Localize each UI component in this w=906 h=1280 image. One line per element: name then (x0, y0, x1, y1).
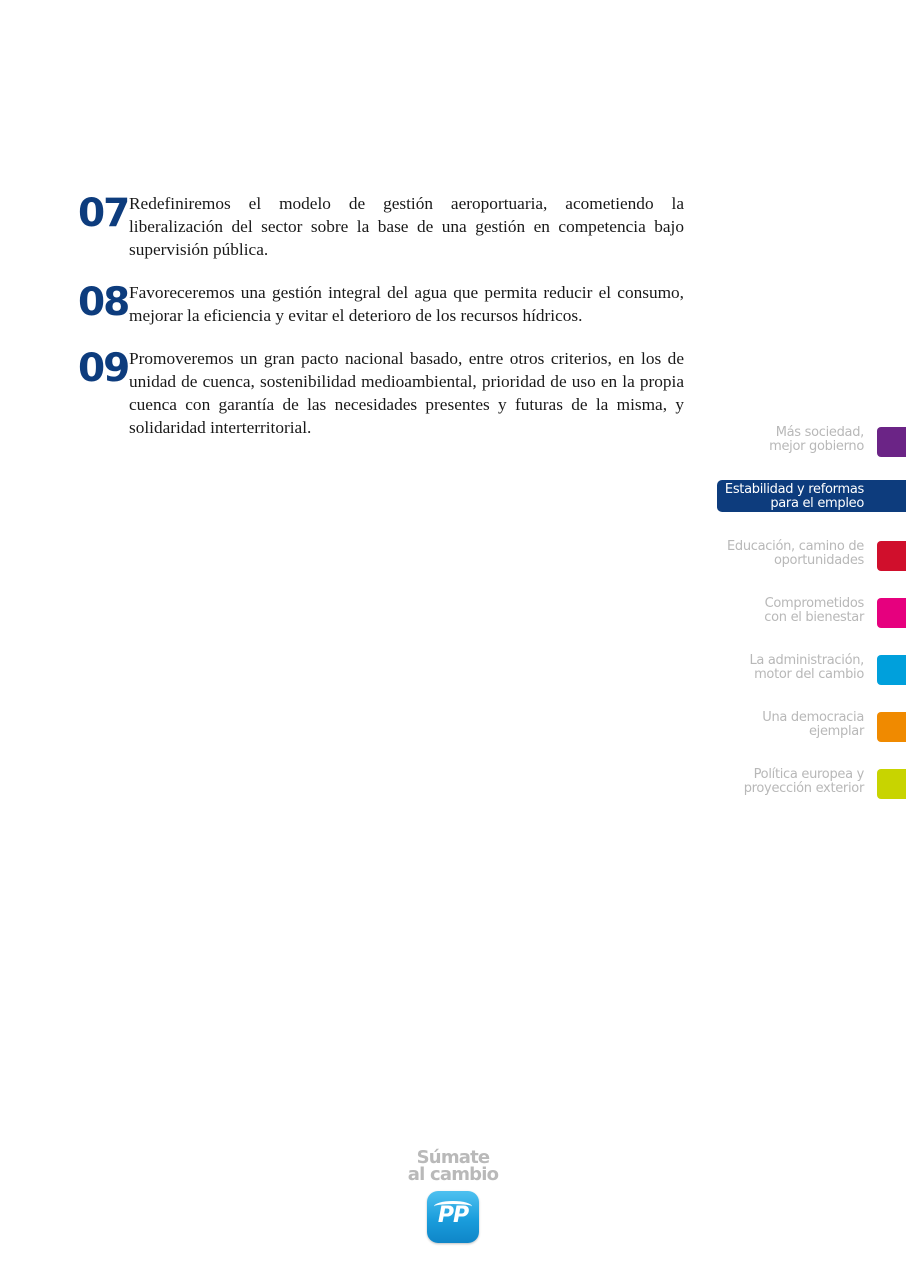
proposal-number: 09 (78, 346, 129, 391)
nav-item-administracion[interactable] (706, 654, 906, 686)
nav-color-tab (877, 427, 906, 457)
nav-item-politica-europea[interactable] (706, 768, 906, 800)
section-nav (706, 426, 906, 825)
nav-item-democracia[interactable] (706, 711, 906, 743)
pp-logo-icon (427, 1191, 479, 1243)
nav-item-label: Una democracia ejemplar (762, 710, 864, 739)
nav-item-label: Comprometidos con el bienestar (764, 596, 864, 625)
footer (0, 1149, 906, 1243)
nav-color-tab (877, 712, 906, 742)
nav-item-label: La administración, motor del cambio (749, 653, 864, 682)
proposal-text: Redefiniremos el modelo de gestión aeroportuaria, acometiendo la liberalización del sector sobre la base de una gestión en competencia bajo supervisión pública. (129, 194, 684, 259)
proposal-item (78, 347, 684, 439)
nav-item-comprometidos[interactable] (706, 597, 906, 629)
nav-item-label: Educación, camino de oportunidades (726, 539, 864, 568)
nav-item-label: Estabilidad y reformas para el empleo (724, 482, 864, 511)
logo-text: PP (437, 1203, 469, 1228)
proposal-item (78, 192, 684, 261)
proposal-number: 08 (78, 280, 129, 325)
proposal-text: Promoveremos un gran pacto nacional basado, entre otros criterios, en los de unidad de cuenca, sostenibilidad medioambiental, prioridad de uso en la propia cuenca con garantía de las necesidades presentes y futuras de la misma, y solidaridad interterritorial. (129, 349, 684, 437)
nav-color-tab (877, 541, 906, 571)
nav-item-educacion[interactable] (706, 540, 906, 572)
nav-color-tab (877, 769, 906, 799)
nav-item-label: Más sociedad, mejor gobierno (769, 425, 864, 454)
proposal-number: 07 (78, 191, 129, 236)
nav-item-label: Política europea y proyección exterior (743, 767, 864, 796)
nav-item-mas-sociedad[interactable] (706, 426, 906, 458)
slogan: Súmate al cambio (407, 1147, 499, 1185)
nav-item-estabilidad[interactable] (706, 483, 906, 515)
proposal-text: Favoreceremos una gestión integral del agua que permita reducir el consumo, mejorar la eficiencia y evitar el deterioro de los recursos hídricos. (129, 283, 684, 325)
nav-color-tab (877, 655, 906, 685)
proposal-item (78, 281, 684, 327)
nav-color-tab (877, 598, 906, 628)
proposal-list (78, 192, 684, 459)
